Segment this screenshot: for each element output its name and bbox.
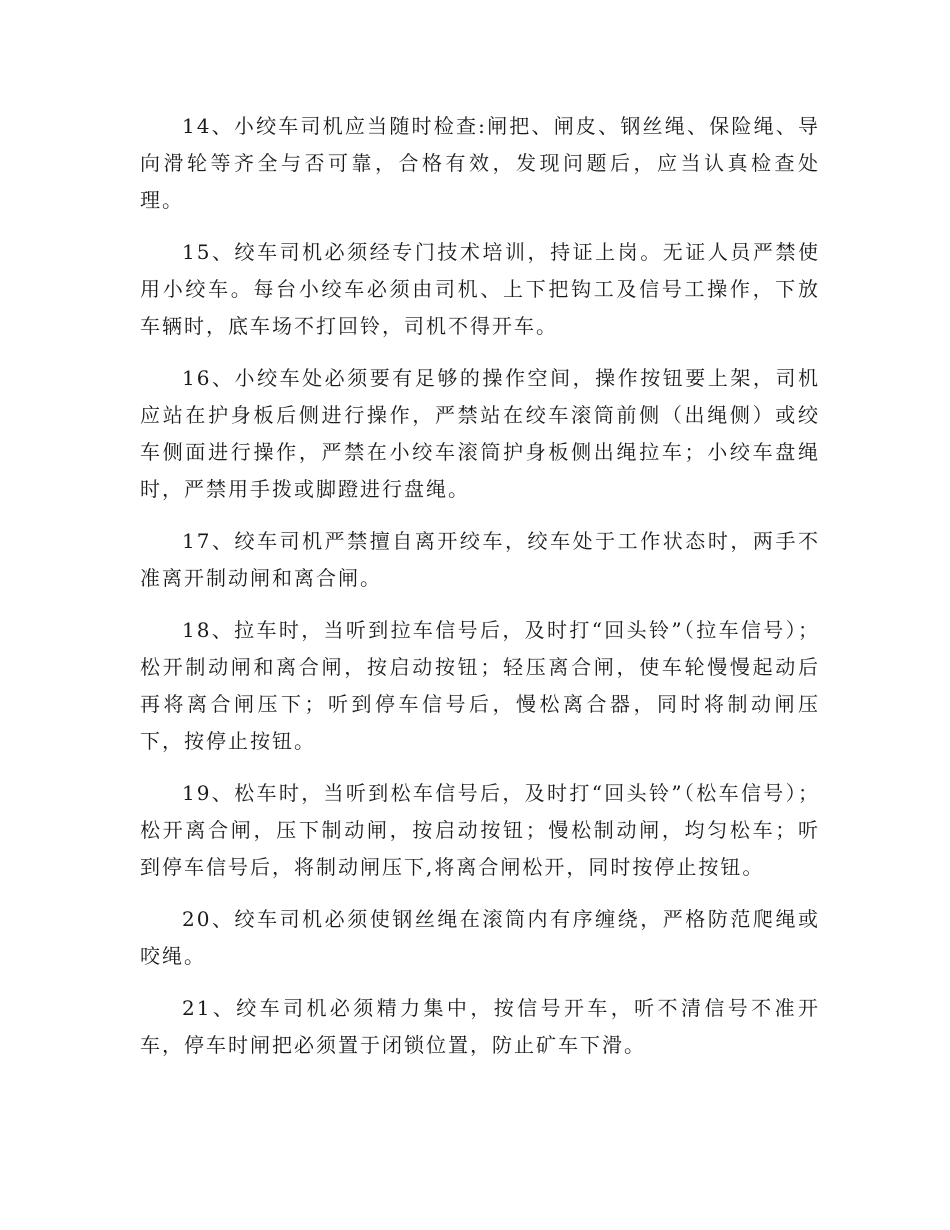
paragraph-17: 17、绞车司机严禁擅自离开绞车，绞车处于工作状态时，两手不准离开制动闸和离合闸。 (140, 529, 820, 590)
paragraph-19: 19、松车时，当听到松车信号后，及时打“回头铃”（松车信号）；松开离合闸，压下制动闸，按启动按钮；慢松制动闸，均匀松车；听到停车信号后，将制动闸压下,将离合闸松开，同时按停止按钮。 (140, 781, 820, 879)
paragraph-21: 21、绞车司机必须精力集中，按信号开车，听不清信号不准开车，停车时闸把必须置于闭锁位置，防止矿车下滑。 (140, 996, 820, 1057)
paragraph-15: 15、绞车司机必须经专门技术培训，持证上岗。无证人员严禁使用小绞车。每台小绞车必须由司机、上下把钩工及信号工操作，下放车辆时，底车场不打回铃，司机不得开车。 (140, 240, 820, 338)
paragraph-18: 18、拉车时，当听到拉车信号后，及时打“回头铃”（拉车信号）；松开制动闸和离合闸，按启动按钮；轻压离合闸，使车轮慢慢起动后再将离合闸压下；听到停车信号后，慢松离合器，同时将制动闸压下，按停止按钮。 (140, 618, 820, 753)
paragraph-16: 16、小绞车处必须要有足够的操作空间，操作按钮要上架，司机应站在护身板后侧进行操作，严禁站在绞车滚筒前侧（出绳侧）或绞车侧面进行操作，严禁在小绞车滚筒护身板侧出绳拉车；小绞车盘绳时，严禁用手拨或脚蹬进行盘绳。 (140, 366, 820, 501)
paragraph-14: 14、小绞车司机应当随时检查:闸把、闸皮、钢丝绳、保险绳、导向滑轮等齐全与否可靠，合格有效，发现问题后，应当认真检查处理。 (140, 114, 820, 212)
document-body (140, 108, 820, 1079)
paragraph-20: 20、绞车司机必须使钢丝绳在滚筒内有序缠绕，严格防范爬绳或咬绳。 (140, 907, 820, 968)
